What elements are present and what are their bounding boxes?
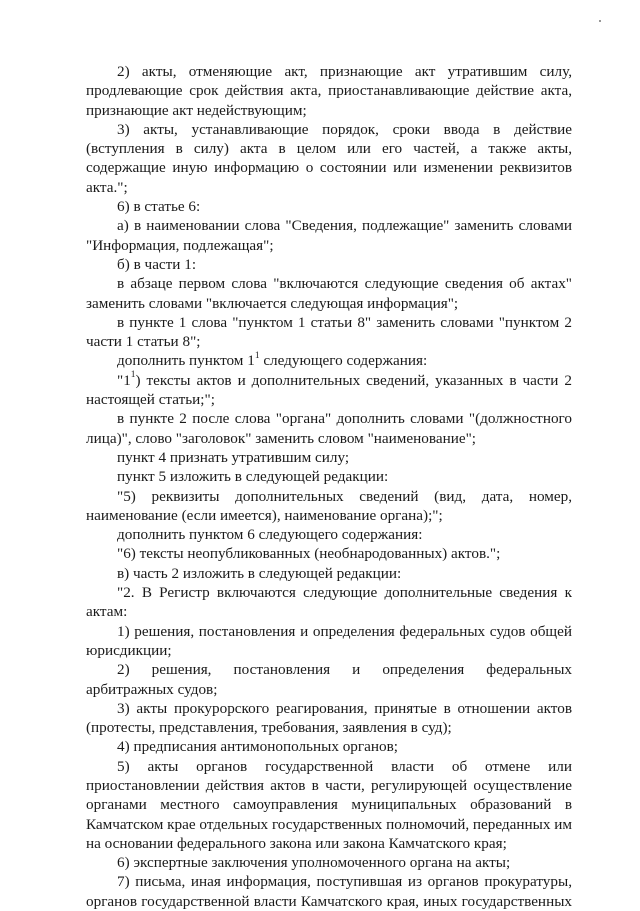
- paragraph: пункт 5 изложить в следующей редакции:: [117, 468, 389, 486]
- paragraph: 6) экспертные заключения уполномоченного органа на акты;: [117, 854, 511, 872]
- paragraph: 6) в статье 6:: [117, 198, 201, 216]
- paragraph: в абзаце первом слова "включаются следующие сведения об актах" заменить словами "включается следующая информация";: [86, 275, 572, 312]
- paragraph: в пункте 2 после слова "органа" дополнить словами "(должностного лица)", слово "заголовок" заменить словом "наименование";: [86, 410, 572, 447]
- paragraph: 4) предписания антимонопольных органов;: [117, 738, 398, 756]
- paragraph-text: "1: [117, 371, 131, 389]
- paragraph: 2) решения, постановления и определения федеральных арбитражных судов;: [86, 661, 572, 698]
- paragraph: 3) акты, устанавливающие порядок, сроки ввода в действие (вступления в силу) акта в целом или его частей, а также акты, содержащие иную информацию о состоянии или изменении реквизитов акта.";: [86, 120, 572, 196]
- paragraph: [86, 371, 572, 410]
- paragraph: 2) акты, отменяющие акт, признающие акт утратившим силу, продлевающие срок действия акта, приостанавливающие действие акта, признающие акт недействующим;: [86, 63, 572, 119]
- paragraph: 5) акты органов государственной власти об отмене или приостановлении действия актов в части, регулирующей осуществление органами местного самоуправления муниципальных образований в Камчатском крае отдельных государственных полномочий, переданных им на основании федерального закона или закона Камчатского края;: [86, 757, 572, 852]
- paragraph-text: ) тексты актов и дополнительных сведений, указанных в части 2 настоящей статьи;";: [86, 371, 572, 409]
- paragraph: пункт 4 признать утратившим силу;: [117, 448, 350, 466]
- paragraph-text: следующего содержания:: [259, 352, 428, 370]
- paragraph: в) часть 2 изложить в следующей редакции:: [117, 564, 402, 582]
- paragraph: 1) решения, постановления и определения федеральных судов общей юрисдикции;: [86, 622, 572, 659]
- paragraph: в пункте 1 слова "пунктом 1 статьи 8" заменить словами "пунктом 2 части 1 статьи 8";: [86, 313, 572, 351]
- paragraph-text: дополнить пунктом 1: [117, 352, 255, 370]
- scan-speck: [599, 20, 601, 22]
- paragraph: а) в наименовании слова "Сведения, подлежащие" заменить словами "Информация, подлежащая";: [86, 217, 572, 254]
- paragraph: 3) акты прокурорского реагирования, принятые в отношении актов (протесты, представления, требования, заявления в суд);: [86, 699, 572, 737]
- paragraph: "5) реквизиты дополнительных сведений (вид, дата, номер, наименование (если имеется), наименование органа);";: [86, 487, 572, 524]
- paragraph: [86, 351, 572, 370]
- paragraph: 7) письма, иная информация, поступившая из органов прокуратуры, органов государственной власти Камчатского края, иных государственных: [86, 873, 572, 910]
- superscript: 1: [130, 370, 136, 381]
- paragraph: б) в части 1:: [117, 255, 197, 273]
- document-body: [86, 62, 572, 911]
- paragraph: "2. В Регистр включаются следующие дополнительные сведения к актам:: [86, 584, 572, 621]
- paragraph: "6) тексты неопубликованных (необнародованных) актов.";: [117, 545, 501, 563]
- paragraph: дополнить пунктом 6 следующего содержания:: [117, 526, 423, 544]
- superscript: 1: [254, 350, 260, 361]
